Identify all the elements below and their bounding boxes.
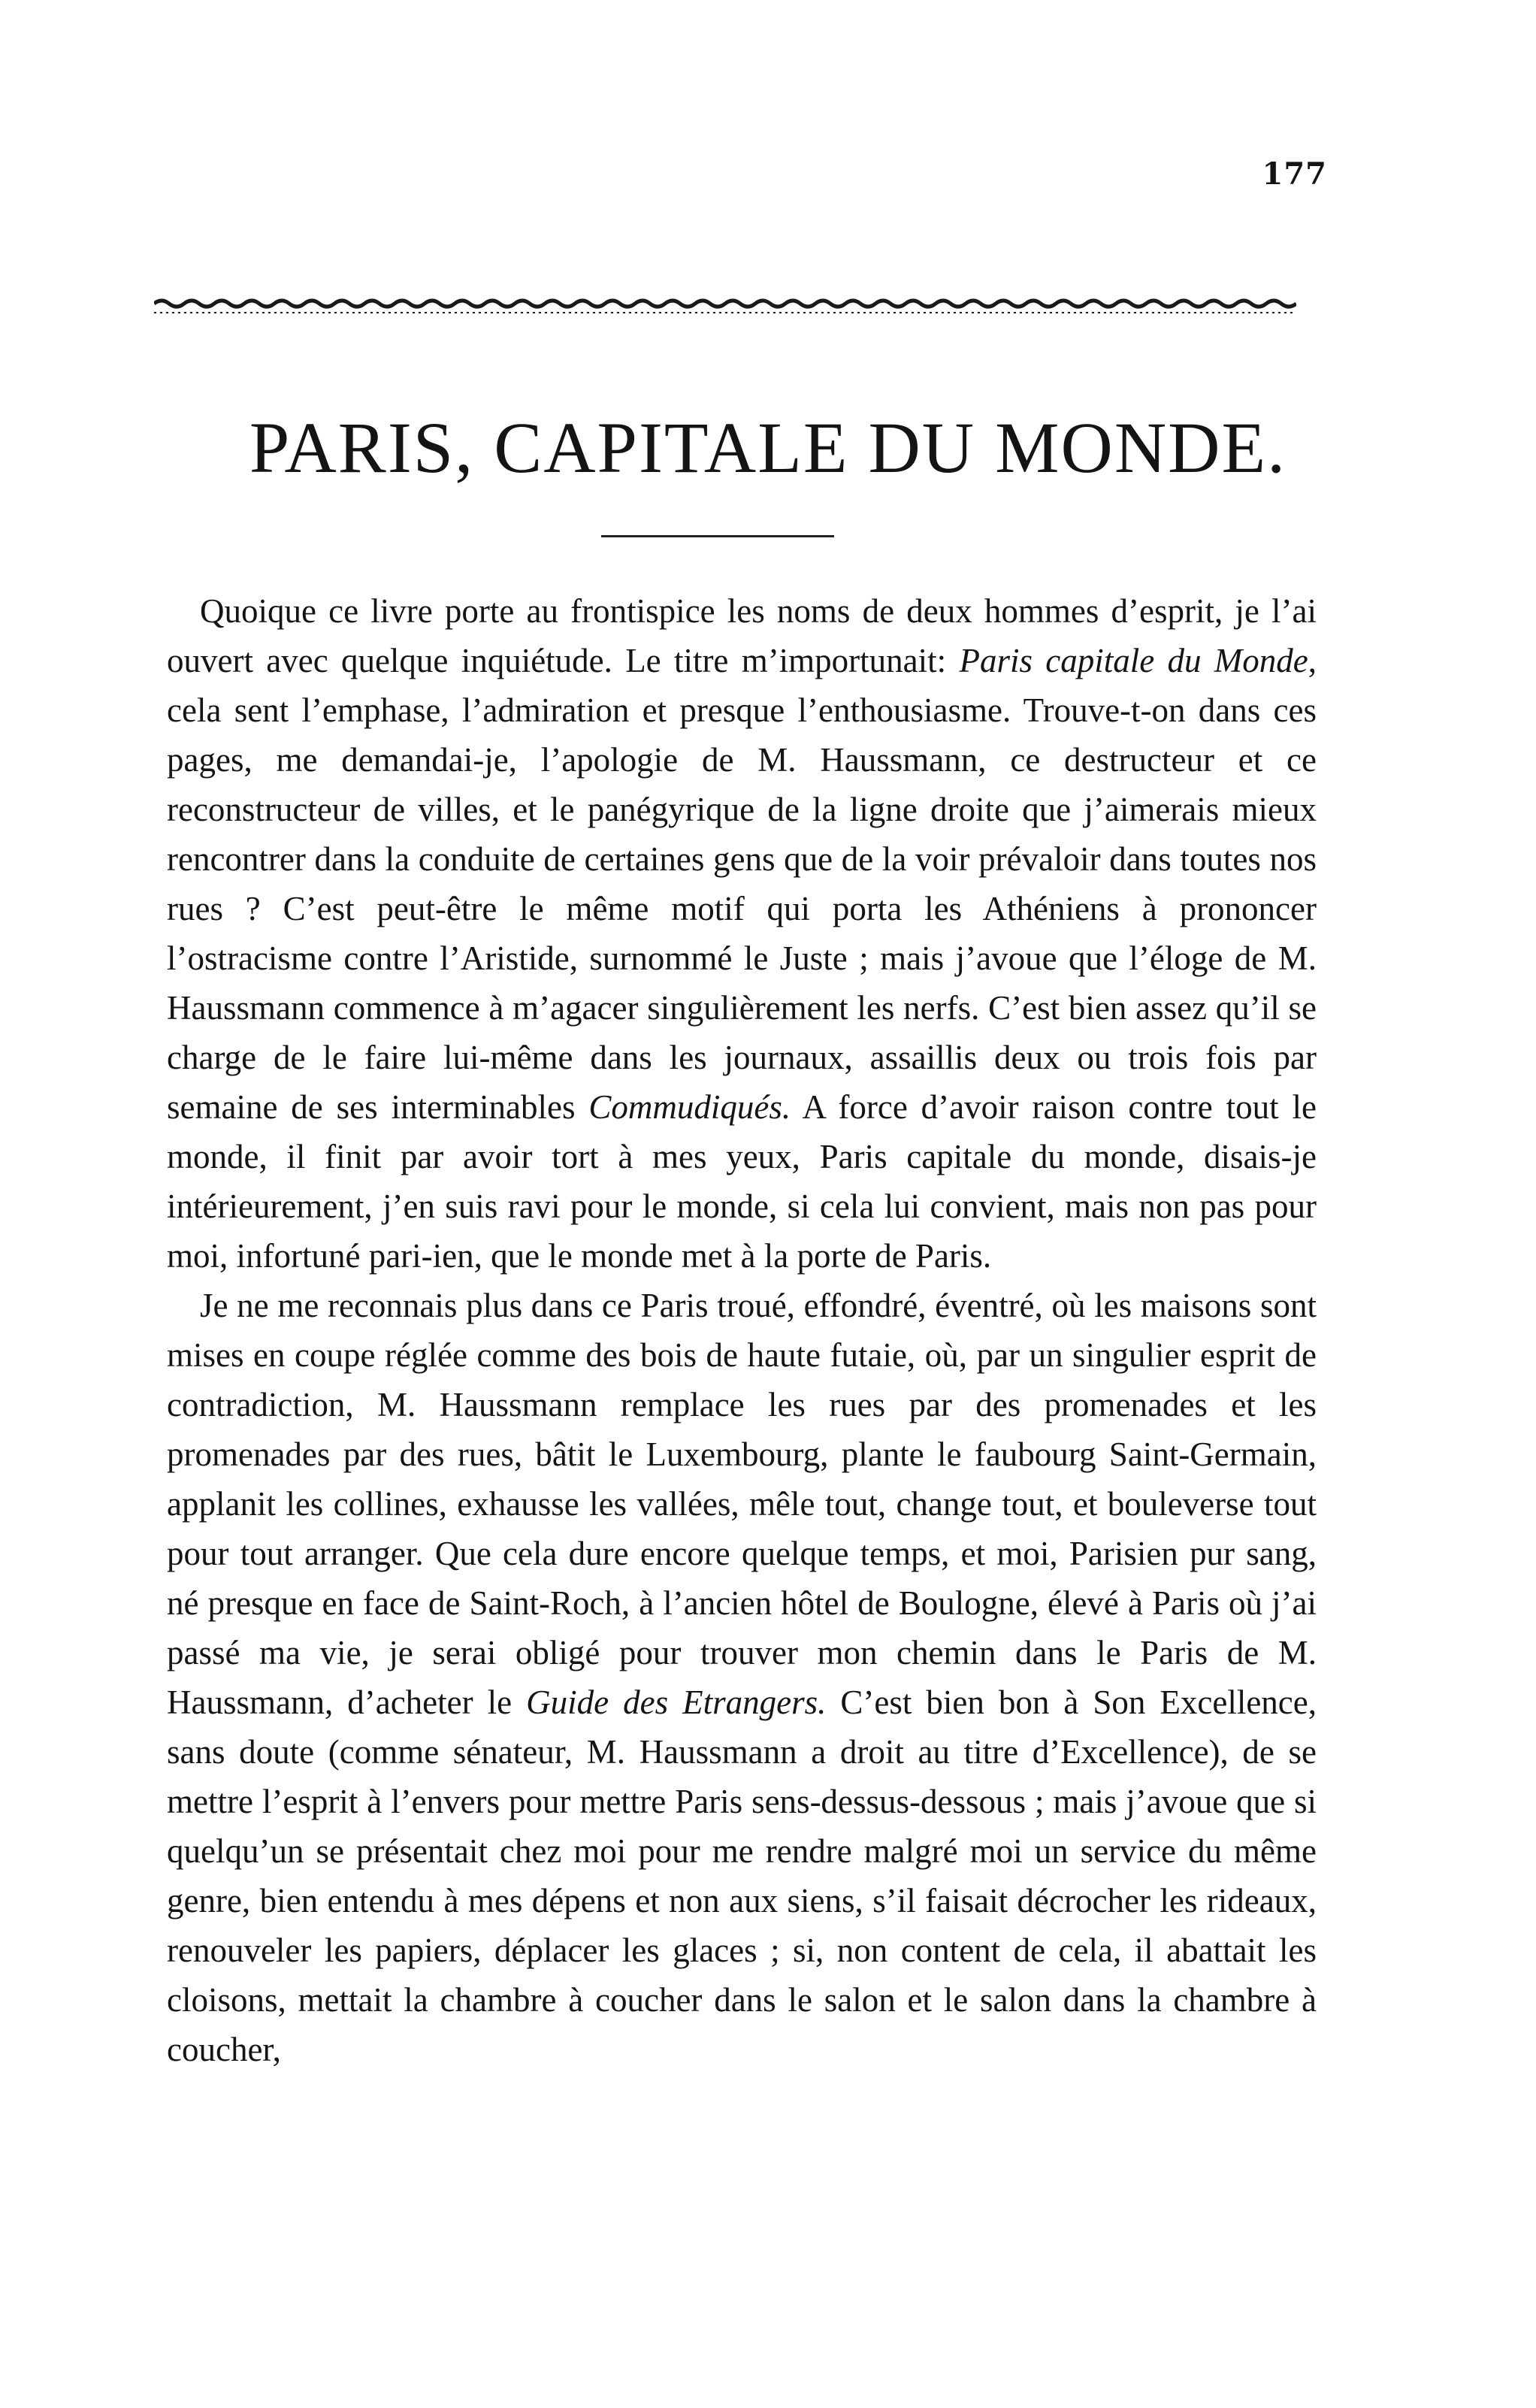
text-run: A force d’avoir raison contre tout le monde, il finit par avoir tort à mes yeux, Paris capitale du monde, disais-je intérieurement, j’en suis ravi pour le monde, si cela lui convient, mais non pas pour moi, infortuné pari-ien, que le monde met à la porte de Paris. (167, 1088, 1317, 1275)
decorative-rule (154, 293, 1296, 323)
italic-book-title: Guide des Etrangers. (526, 1683, 827, 1721)
text-run: Je ne me reconnais plus dans ce Paris troué, effondré, éventré, où les maisons sont mises en coupe réglée comme des bois de haute futaie, où, par un singulier esprit de contradiction, M. Haussmann remplace les rues par des promenades et les promenades par des rues, bâtit le Luxembourg, plante le faubourg Saint-Germain, applanit les collines, exhausse les vallées, mêle tout, change tout, et bouleverse tout pour tout arranger. Que cela dure encore quelque temps, et moi, Parisien pur sang, né presque en face de Saint-Roch, à l’ancien hôtel de Boulogne, élevé à Paris où j’ai passé ma vie, je serai obligé pour trouver mon chemin dans le Paris de M. Haussmann, d’acheter le (167, 1287, 1317, 1721)
body-text (167, 586, 1317, 2074)
page-title: PARIS, CAPITALE DU MONDE. (249, 407, 1287, 488)
paragraph-2 (167, 1281, 1317, 2074)
title-divider (601, 535, 834, 537)
text-run: C’est bien bon à Son Excellence, sans doute (comme sénateur, M. Haussmann a droit au titre d’Excellence), de se mettre l’esprit à l’envers pour mettre Paris sens-dessus-dessous ; mais j’avoue que si quelqu’un se présentait chez moi pour me rendre malgré moi un service du même genre, bien entendu à mes dépens et non aux siens, s’il faisait décrocher les rideaux, renouveler les papiers, déplacer les glaces ; si, non content de cela, il abattait les cloisons, mettait la chambre à coucher dans le salon et le salon dans la chambre à coucher, (167, 1683, 1317, 2068)
text-run: , cela sent l’emphase, l’admiration et presque l’enthousiasme. Trouve-t-on dans ces pages, me demandai-je, l’apologie de M. Haussmann, ce destructeur et ce reconstructeur de villes, et le panégyrique de la ligne droite que j’aimerais mieux rencontrer dans la conduite de certaines gens que de la voir prévaloir dans toutes nos rues ? C’est peut-être le même motif qui porta les Athéniens à prononcer l’ostracisme contre l’Aristide, surnommé le Juste ; mais j’avoue que l’éloge de M. Haussmann commence à m’agacer singulièrement les nerfs. C’est bien assez qu’il se charge de le faire lui-même dans les journaux, assaillis deux ou trois fois par semaine de ses interminables (167, 642, 1317, 1126)
italic-book-title: Paris capitale du Monde (959, 642, 1308, 679)
paragraph-1 (167, 586, 1317, 1281)
text-run: Quoique ce livre porte au frontispice les noms de deux hommes d’esprit, je l’ai ouvert avec quelque inquiétude. Le titre m’importunait: (167, 592, 1317, 679)
italic-term: Commudiqués. (588, 1088, 791, 1126)
page-number: 177 (1262, 156, 1327, 192)
